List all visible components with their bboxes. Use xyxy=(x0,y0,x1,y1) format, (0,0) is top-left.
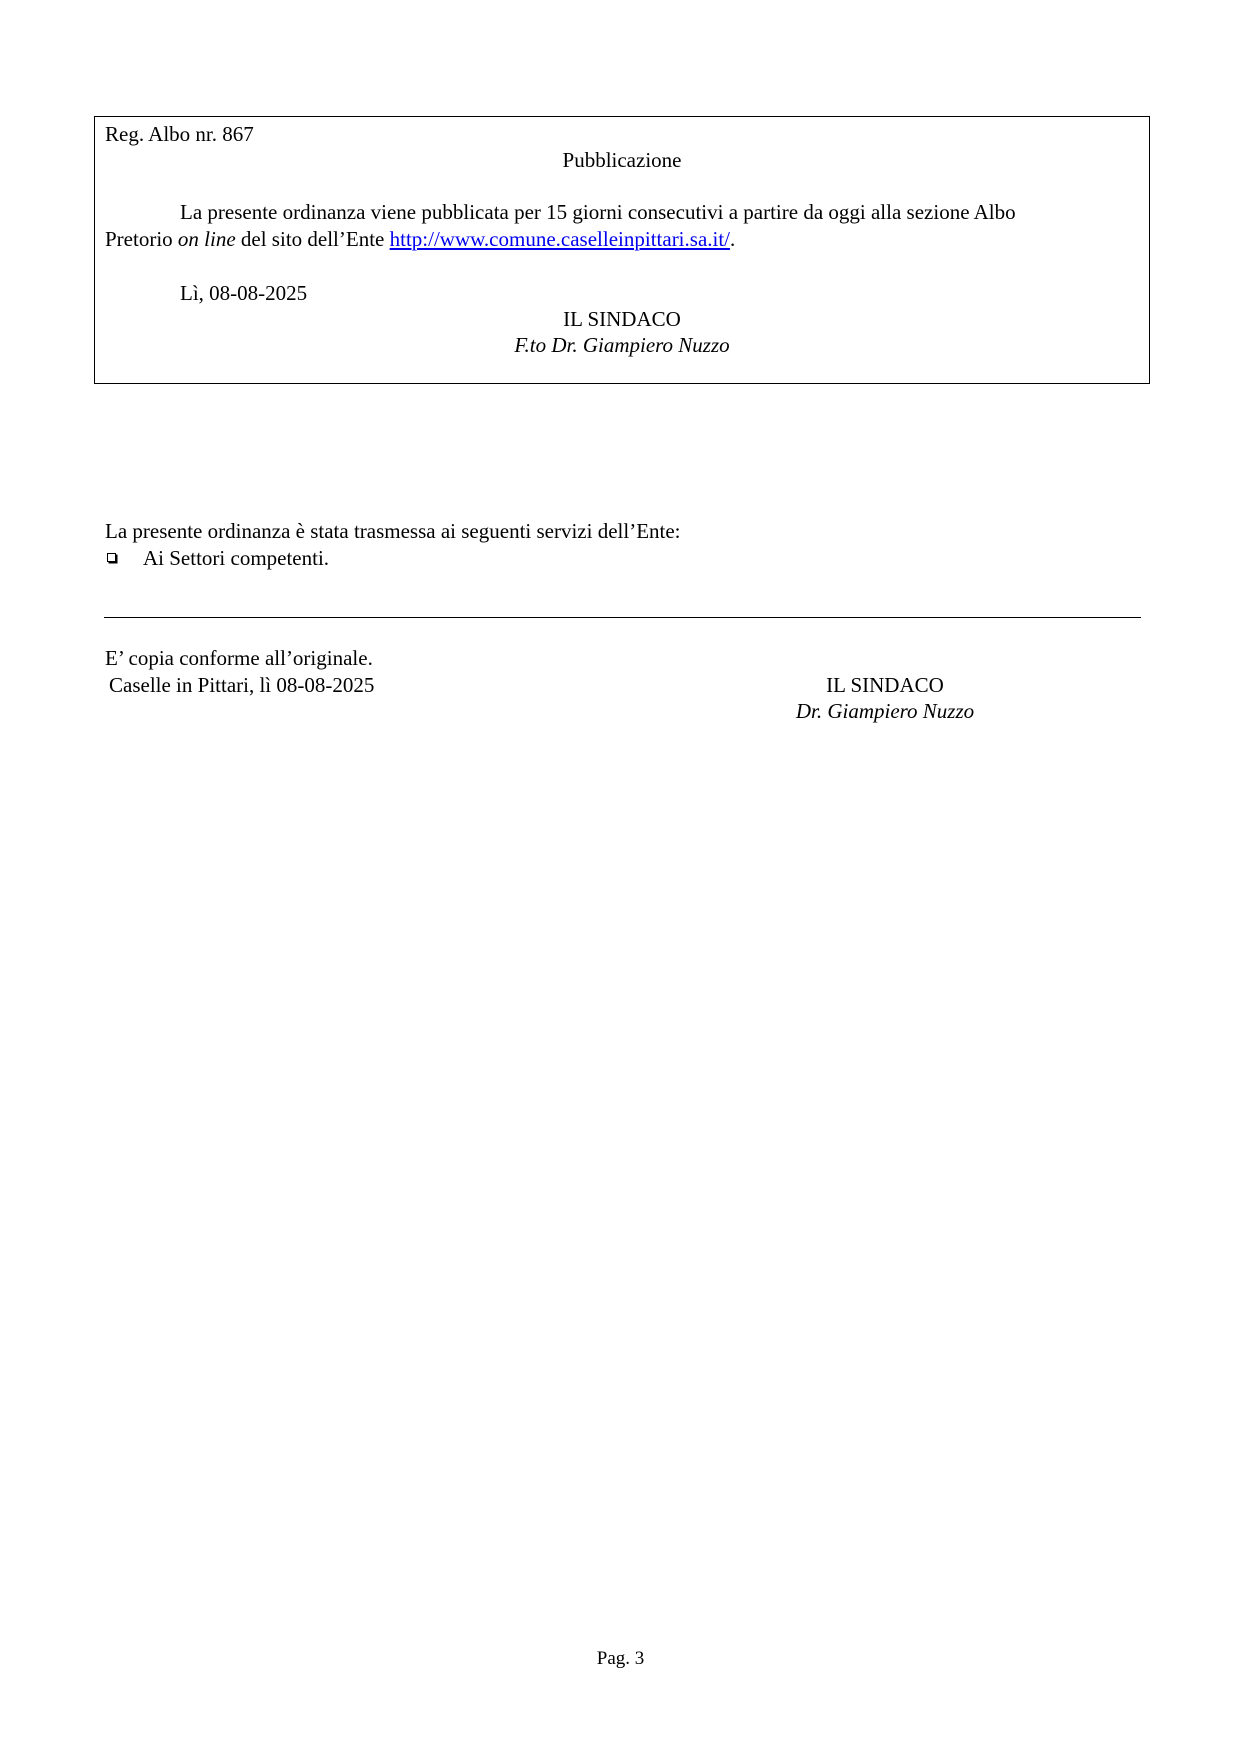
publication-body-text: Pretorio xyxy=(105,227,178,251)
publication-signer-name: F.to Dr. Giampiero Nuzzo xyxy=(514,333,730,357)
publication-body-text: . xyxy=(730,227,736,251)
municipality-website-link[interactable]: http://www.comune.caselleinpittari.sa.it/ xyxy=(389,227,731,251)
on-line-italic: on line xyxy=(177,227,236,251)
publication-body-line-1: La presente ordinanza viene pubblicata per 15 giorni consecutivi a partire da oggi alla sezione Albo xyxy=(180,200,1016,224)
publication-date: Lì, 08-08-2025 xyxy=(180,281,308,305)
section-divider xyxy=(104,617,1141,618)
copy-place-date: Caselle in Pittari, lì 08-08-2025 xyxy=(109,673,375,697)
publication-body-text: del sito dell’Ente xyxy=(235,227,390,251)
copy-signer-title: IL SINDACO xyxy=(826,673,944,697)
transmission-item: Ai Settori competenti. xyxy=(143,546,330,570)
publication-signer-title: IL SINDACO xyxy=(563,307,681,331)
publication-heading: Pubblicazione xyxy=(562,148,682,172)
copy-conformity: E’ copia conforme all’originale. xyxy=(105,646,373,670)
publication-body-line-2 xyxy=(105,226,735,252)
page-number: Pag. 3 xyxy=(596,1648,645,1669)
reg-albo-number: Reg. Albo nr. 867 xyxy=(105,122,254,146)
transmission-intro: La presente ordinanza è stata trasmessa ai seguenti servizi dell’Ente: xyxy=(105,519,681,543)
checkbox-bullet-icon xyxy=(107,553,116,562)
copy-signer-name: Dr. Giampiero Nuzzo xyxy=(795,699,975,723)
